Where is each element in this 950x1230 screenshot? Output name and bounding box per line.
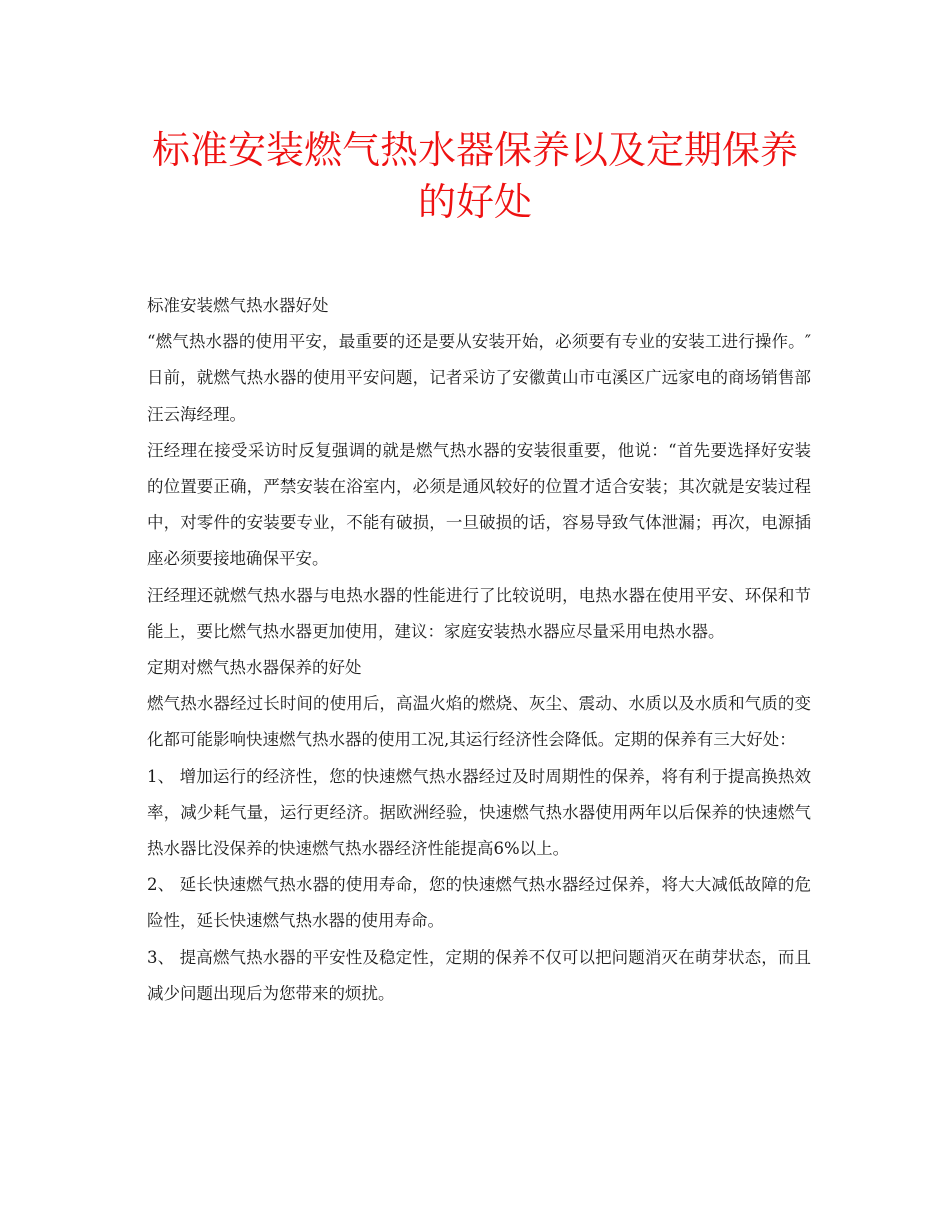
document-body xyxy=(147,288,811,1012)
section-heading-installation: 标准安装燃气热水器好处 xyxy=(147,296,329,315)
list-item-benefit-1: 1、 增加运行的经济性，您的快速燃气热水器经过及时周期性的保养，将有利于提高换热效率，减少耗气量，运行更经济。据欧洲经验，快速燃气热水器使用两年以后保养的快速燃气热水器比没保养的快速燃气热水器经济性能提高6%以上。 xyxy=(147,766,811,859)
paragraph-quote-intro: “燃气热水器的使用平安，最重要的还是要从安装开始，必须要有专业的安装工进行操作。″日前，就燃气热水器的使用平安问题，记者采访了安徽黄山市屯溪区广远家电的商场销售部汪云海经理。 xyxy=(147,332,811,424)
document-title: 标准安装燃气热水器保养以及定期保养的好处 xyxy=(151,128,798,224)
paragraph-installation-advice: 汪经理在接受采访时反复强调的就是燃气热水器的安装很重要，他说：“首先要选择好安装的位置要正确，严禁安装在浴室内，必须是通风较好的位置才适合安装；其次就是安装过程中，对零件的安装要专业，不能有破损，一旦破损的话，容易导致气体泄漏；再次，电源插座必须要接地确保平安。 xyxy=(147,440,811,569)
section-heading-maintenance: 定期对燃气热水器保养的好处 xyxy=(147,658,362,678)
paragraph-maintenance-intro: 燃气热水器经过长时间的使用后，高温火焰的燃烧、灰尘、震动、水质以及水质和气质的变化都可能影响快速燃气热水器的使用工况,其运行经济性会降低。定期的保养有三大好处： xyxy=(147,694,811,750)
paragraph-comparison: 汪经理还就燃气热水器与电热水器的性能进行了比较说明，电热水器在使用平安、环保和节能上，要比燃气热水器更加使用，建议：家庭安装热水器应尽量采用电热水器。 xyxy=(147,585,811,641)
list-item-benefit-2: 2、 延长快速燃气热水器的使用寿命，您的快速燃气热水器经过保养，将大大减低故障的危险性，延长快速燃气热水器的使用寿命。 xyxy=(147,875,811,931)
list-item-benefit-3: 3、 提高燃气热水器的平安性及稳定性，定期的保养不仅可以把问题消灭在萌芽状态，而且减少问题出现后为您带来的烦扰。 xyxy=(147,947,811,1003)
